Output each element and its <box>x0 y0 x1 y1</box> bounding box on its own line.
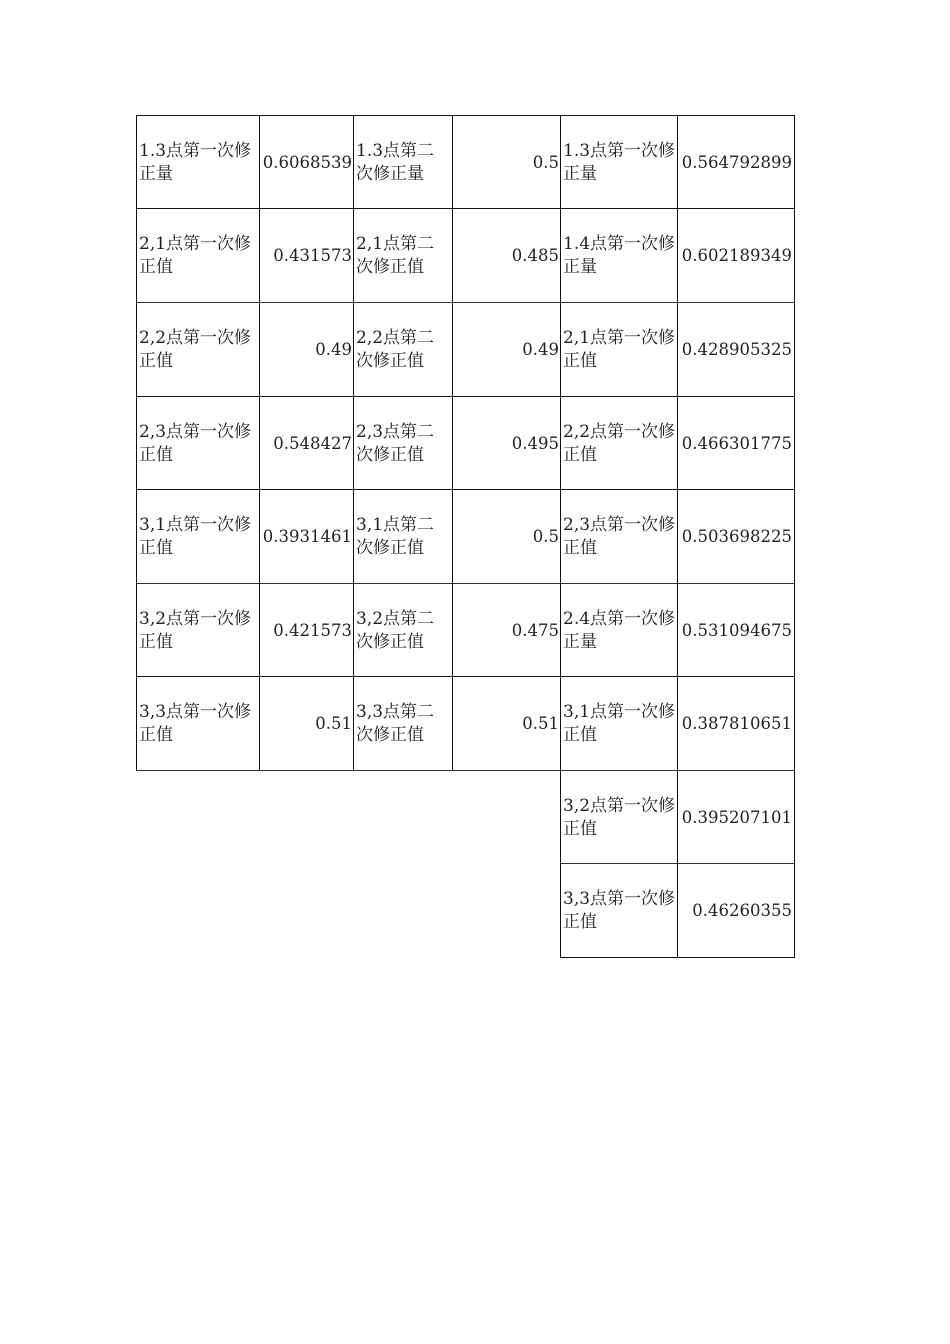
cell-label: 3,3点第一次修正值 <box>136 676 260 771</box>
cell-value: 0.395207101 <box>677 770 795 864</box>
cell-value: 0.431573 <box>259 208 354 302</box>
cell-value: 0.428905325 <box>677 302 795 396</box>
cell-label: 3,2点第二次修正值 <box>353 583 453 677</box>
cell-value: 0.387810651 <box>677 676 795 770</box>
cell-value: 0.602189349 <box>677 208 795 302</box>
cell-value: 0.475 <box>452 583 561 677</box>
cell-value: 0.49 <box>452 302 561 396</box>
cell-value: 0.421573 <box>259 583 354 677</box>
cell-value: 0.495 <box>452 396 561 490</box>
cell-value: 0.46260355 <box>677 863 795 958</box>
cell-label: 3,1点第一次修正值 <box>136 489 260 583</box>
cell-value: 0.3931461 <box>259 489 354 583</box>
cell-label: 3,1点第一次修正值 <box>560 676 678 770</box>
cell-label: 3,3点第一次修正值 <box>560 863 678 958</box>
cell-value: 0.564792899 <box>677 115 795 209</box>
cell-value: 0.466301775 <box>677 396 795 490</box>
cell-value: 0.548427 <box>259 396 354 490</box>
cell-label: 3,3点第二次修正值 <box>353 676 453 771</box>
cell-label: 2,1点第一次修正值 <box>560 302 678 396</box>
cell-label: 2.4点第一次修正量 <box>560 583 678 677</box>
cell-label: 2,2点第一次修正值 <box>560 396 678 490</box>
cell-label: 2,3点第一次修正值 <box>560 489 678 583</box>
cell-label: 2,2点第二次修正值 <box>353 302 453 396</box>
cell-value: 0.503698225 <box>677 489 795 583</box>
cell-label: 3,2点第一次修正值 <box>136 583 260 677</box>
cell-label: 3,1点第二次修正值 <box>353 489 453 583</box>
cell-label: 3,2点第一次修正值 <box>560 770 678 864</box>
cell-label: 2,1点第一次修正值 <box>136 208 260 302</box>
cell-value: 0.6068539 <box>259 115 354 209</box>
cell-value: 0.5 <box>452 115 561 209</box>
cell-value: 0.5 <box>452 489 561 583</box>
cell-value: 0.531094675 <box>677 583 795 677</box>
cell-label: 1.3点第二次修正量 <box>353 115 453 209</box>
cell-value: 0.485 <box>452 208 561 302</box>
cell-value: 0.51 <box>452 676 561 771</box>
cell-label: 2,2点第一次修正值 <box>136 302 260 396</box>
cell-label: 2,3点第一次修正值 <box>136 396 260 490</box>
cell-label: 1.3点第一次修正量 <box>136 115 260 209</box>
cell-label: 2,3点第二次修正值 <box>353 396 453 490</box>
cell-label: 1.4点第一次修正量 <box>560 208 678 302</box>
cell-value: 0.51 <box>259 676 354 771</box>
cell-label: 1.3点第一次修正量 <box>560 115 678 209</box>
cell-value: 0.49 <box>259 302 354 396</box>
cell-label: 2,1点第二次修正值 <box>353 208 453 302</box>
